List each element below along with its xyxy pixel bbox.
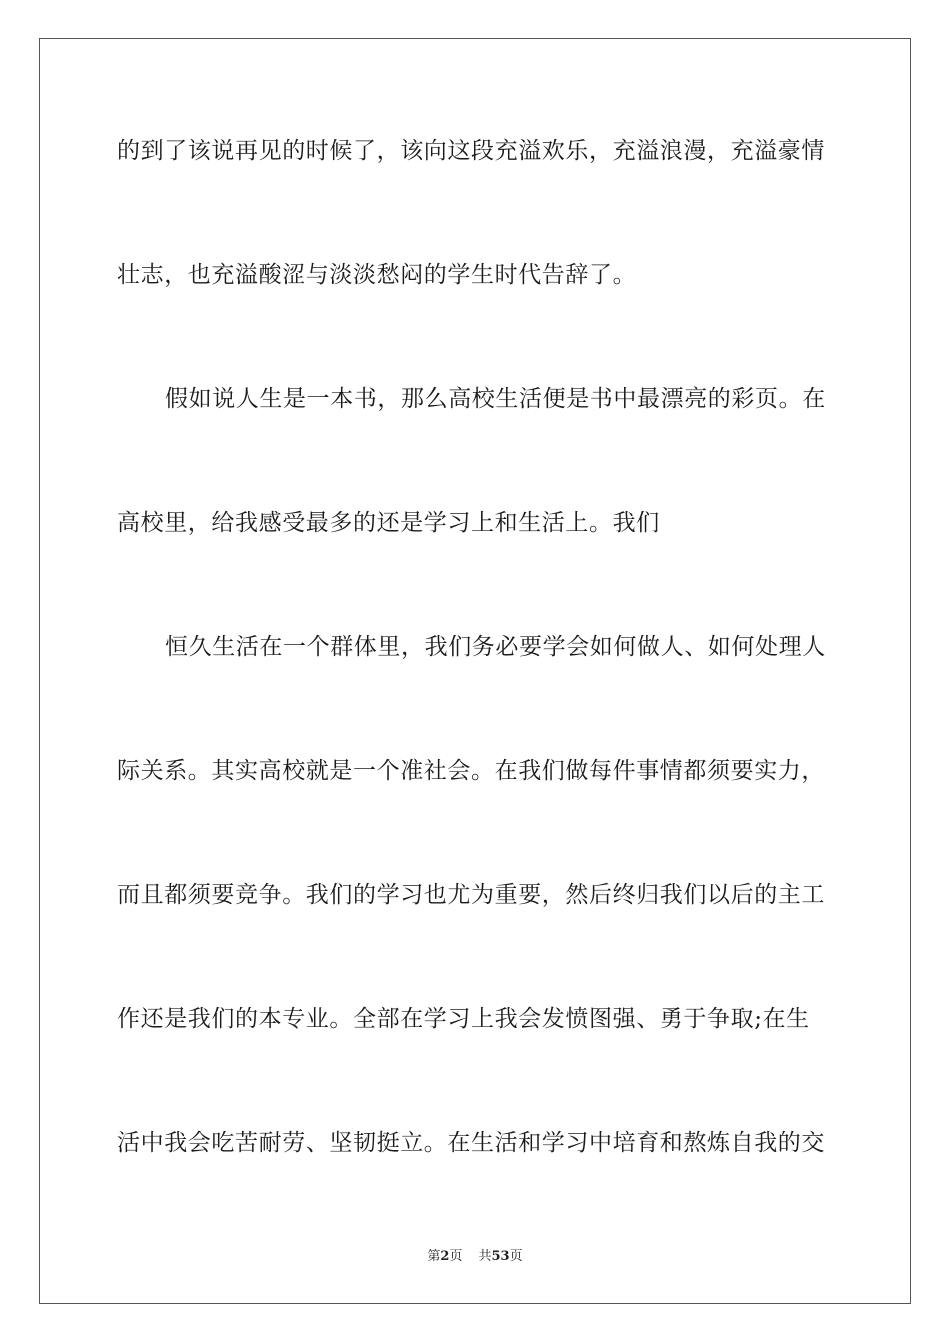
page-border <box>39 38 911 1304</box>
text-line-3: 假如说人生是一本书，那么高校生活便是书中最漂亮的彩页。在 <box>165 386 826 412</box>
text-line-7: 而且都须要竞争。我们的学习也尤为重要，然后终归我们以后的主工 <box>117 882 825 908</box>
page-suffix: 页 <box>449 1249 463 1264</box>
text-line-2: 壮志，也充溢酸涩与淡淡愁闷的学生时代告辞了。 <box>117 262 637 288</box>
page-footer <box>0 1248 950 1266</box>
total-suffix: 页 <box>509 1249 523 1264</box>
text-line-8: 作还是我们的本专业。全部在学习上我会发愤图强、勇于争取;在生 <box>117 1006 810 1032</box>
total-prefix: 共 <box>478 1249 492 1264</box>
total-pages-indicator <box>478 1249 522 1264</box>
page-indicator <box>427 1249 462 1264</box>
text-line-4: 高校里，给我感受最多的还是学习上和生活上。我们 <box>117 510 660 536</box>
total-pages: 53 <box>491 1249 510 1264</box>
text-line-6: 际关系。其实高校就是一个准社会。在我们做每件事情都须要实力， <box>117 758 825 784</box>
text-line-9: 活中我会吃苦耐劳、坚韧挺立。在生活和学习中培育和熬炼自我的交 <box>117 1130 825 1156</box>
text-line-5: 恒久生活在一个群体里，我们务必要学会如何做人、如何处理人 <box>165 634 826 660</box>
page-number: 2 <box>440 1249 450 1264</box>
page-prefix: 第 <box>427 1249 441 1264</box>
text-line-1: 的到了该说再见的时候了，该向这段充溢欢乐，充溢浪漫，充溢豪情 <box>117 138 825 164</box>
